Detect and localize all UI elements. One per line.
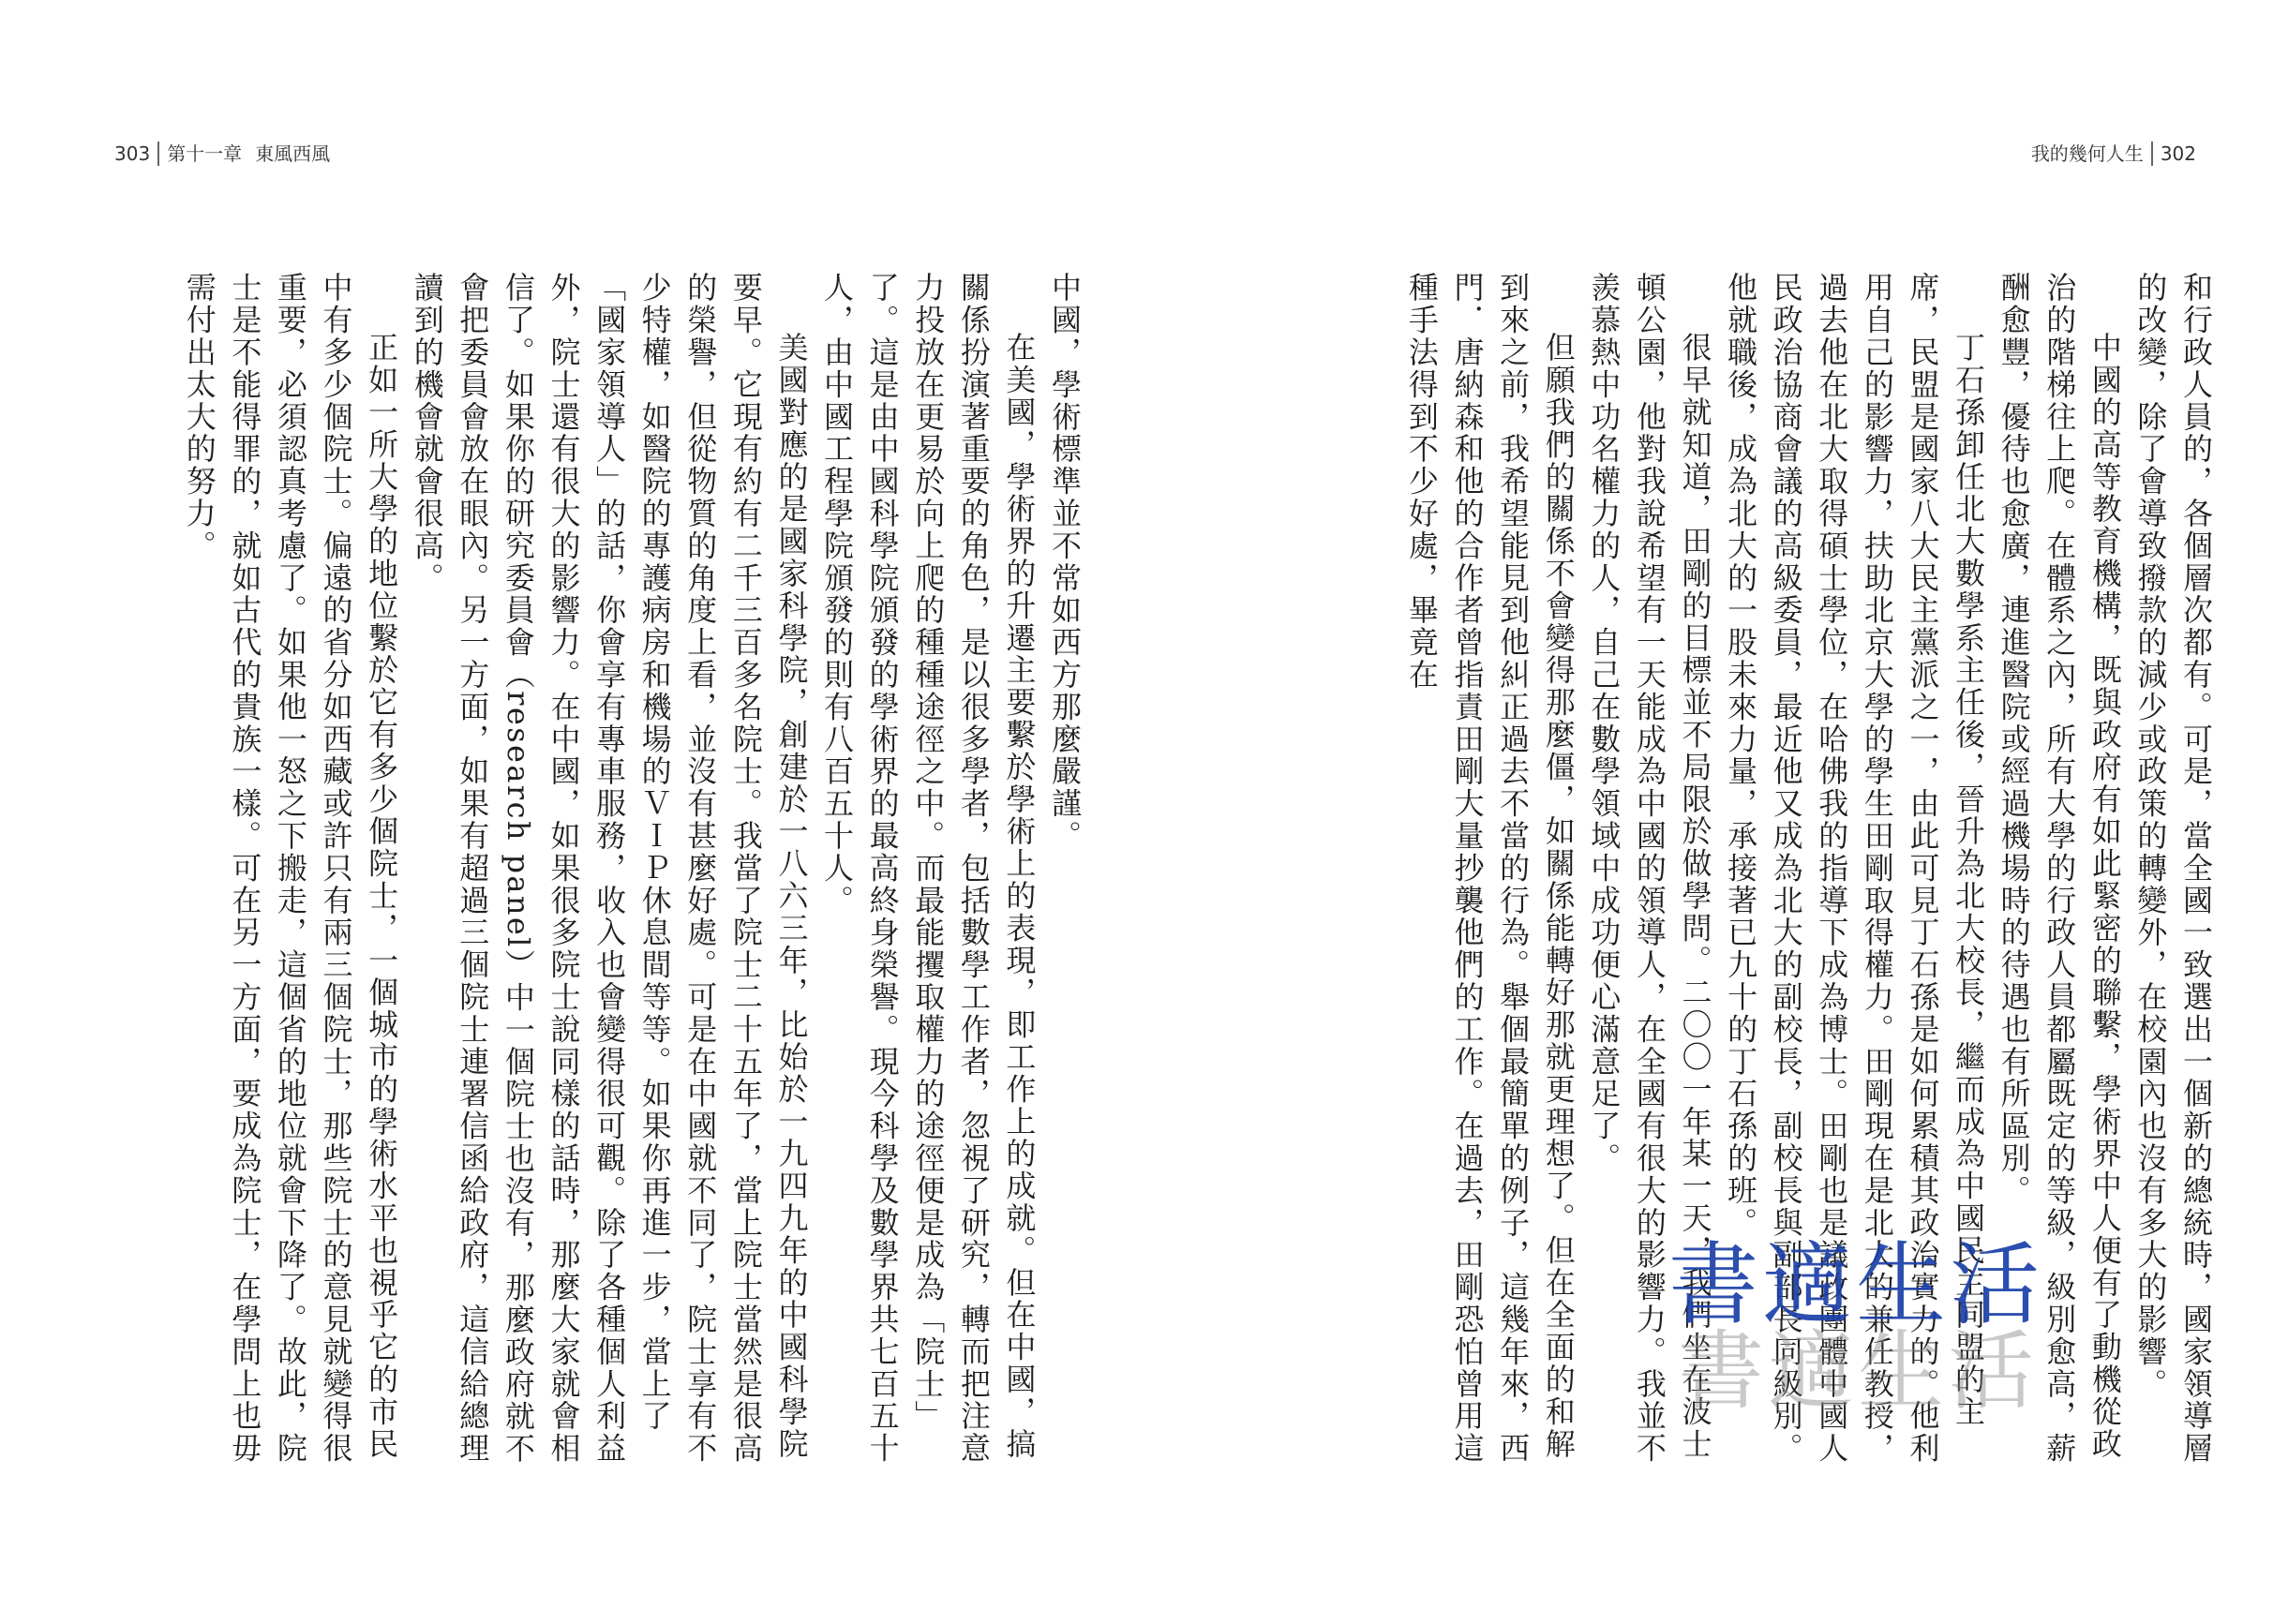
chapter-number: 第十一章 [167,142,243,165]
watermark-text: 書適生活 [1668,1232,2043,1337]
header-divider [2151,142,2153,166]
right-page-number: 302 [2160,142,2196,165]
left-running-header [114,141,330,167]
paragraph: 美國對應的是國家科學院，創建於一八六三年，比始於一九四九年的中國科學院要早。它現有約有二千三百多名院士。我當了院士二十五年了，當上院士當然是很高的榮譽，但從物質的角度上看，並沒有甚麼好處。可是在中國就不同了，院士享有不少特權，如醫院的專護病房和機場的ＶＩＰ休息間等等。如果你再進一步，當上了「國家領導人」的話，你會享有專車服務，收入也會變得很可觀。除了各種個人利益外，院士還有很大的影響力。在中國，如果很多院士說同樣的話時，那麼大家就會相信了。如果你的研究委員會（research panel）中一個院士也沒有，那麼政府就不會把委員會放在眼內。另一方面，如果有超過三個院士連署信函給政府，這信給總理讀到的機會就會很高。 [409,272,810,1466]
paragraph: 中國的高等教育機構，既與政府有如此緊密的聯繫，學術界中人便有了動機從政治的階梯往上爬。在體系之內，所有大學的行政人員都屬既定的等級，級別愈高，薪酬愈豐，優待也愈廣，連進醫院或經過機場時的待遇也有所區別。 [1996,272,2123,1465]
watermark-shadow: 書適生活 [1678,1321,2039,1422]
paragraph: 在美國，學術界的升遷主要繫於學術上的表現，即工作上的成就。但在中國，搞關係扮演著重要的角色，是以很多學者，包括數學工作者，忽視了研究，轉而把注意力投放在更易於向上爬的種種途徑之中。而最能攫取權力的途徑便是成為「院士」了。這是由中國科學院頒發的學術界的最高終身榮譽。現今科學及數學界共七百五十人，由中國工程學院頒發的則有八百五十人。 [819,272,1038,1465]
right-running-header [2031,141,2196,167]
paragraph: 中國，學術標準並不常如西方那麼嚴謹。 [1047,272,1083,853]
paragraph: 丁石孫卸任北大數學系主任後，晉升為北大校長，繼而成為中國民主同盟的主席，民盟是國家八大民主黨派之一，由此可見丁石孫是如何累積其政治實力的。他利用自己的影響力，扶助北京大學的學生田剛取得權力。田剛現在是北大的兼任教授，過去他在北大取得碩士學位，在哈佛我的指導下成為博士。田剛也是議政團體中國人民政治協商會議的高級委員，最近他又成為北大的副校長，副校長與副部長同級別。他就職後，成為北大的一股未來力量，承接著已九十的丁石孫的班。 [1723,272,1987,1465]
chapter-title: 東風西風 [255,142,331,165]
book-title: 我的幾何人生 [2030,142,2144,165]
left-page-number: 303 [114,142,151,165]
paragraph: 和行政人員的，各個層次都有。可是，當全國一致選出一個新的總統時，國家領導層的改變，除了會導致撥款的減少或政策的轉變外，在校園內也沒有多大的影響。 [2132,272,2214,1465]
header-divider [157,142,159,166]
left-body-text [150,272,1087,1490]
paragraph: 但願我們的關係不會變得那麼僵，如關係能轉好那就更理想了。但在全面的和解到來之前，我希望能見到他糾正過去不當的行為。舉個最簡單的例子，這幾年來，西門．唐納森和他的合作者曾指責田剛大量抄襲他們的工作。在過去，田剛恐怕曾用這種手法得到不少好處，畢竟在 [1403,272,1577,1465]
paragraph: 很早就知道，田剛的目標並不局限於做學問。二〇〇一年某一天，我們坐在波士頓公園，他對我說希望有一天能成為中國的領導人，在全國有很大的影響力。我並不羨慕熱中功名權力的人，自己在數學領域中成功便心滿意足了。 [1586,272,1713,1465]
paragraph: 正如一所大學的地位繫於它有多少個院士，一個城市的學術水平也視乎它的市民中有多少個院士。偏遠的省分如西藏或許只有兩三個院士，那些院士的意見就變得很重要，必須認真考慮了。如果他一怒之下搬走，這個省的地位就會下降了。故此，院士是不能得罪的，就如古代的貴族一樣。可在另一方面，要成為院士，在學問上也毋需付出太大的努力。 [181,272,400,1465]
